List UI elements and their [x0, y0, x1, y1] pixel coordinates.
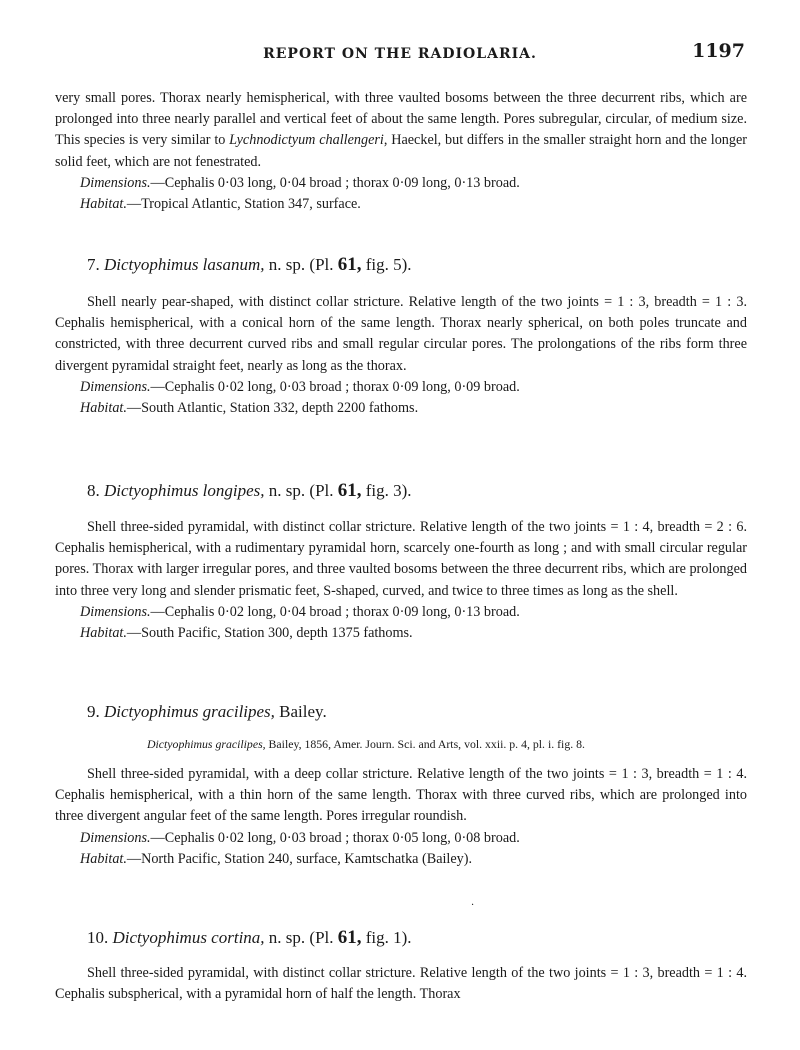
- species-heading: 9. Dictyophimus gracilipes, Bailey.: [87, 702, 327, 721]
- species-heading: 10. Dictyophimus cortina, n. sp. (Pl. 61, fig. 1).: [87, 927, 412, 948]
- running-title: REPORT ON THE RADIOLARIA.: [263, 46, 537, 62]
- species-description: Shell three-sided pyramidal, with distinct collar stricture. Relative length of the two joints = 1 : 3, breadth = 1 : 4. Cephalis subspherical, with a pyramidal horn of half the length. Thorax: [55, 965, 747, 1003]
- species-habitat: Habitat.—North Pacific, Station 240, surface, Kamtschatka (Bailey).: [80, 851, 473, 868]
- species-dimensions: Dimensions.—Cephalis 0·02 long, 0·04 broad ; thorax 0·09 long, 0·13 broad.: [80, 603, 520, 620]
- species-body-9: [55, 764, 747, 871]
- intro-habitat: Habitat.—Tropical Atlantic, Station 347, surface.: [80, 196, 361, 213]
- species-citation: Dictyophimus gracilipes, Bailey, 1856, Amer. Journ. Sci. and Arts, vol. xxii. p. 4, pl. i. fig. 8.: [147, 737, 585, 751]
- species-dimensions: Dimensions.—Cephalis 0·02 long, 0·03 broad ; thorax 0·05 long, 0·08 broad.: [80, 829, 520, 846]
- species-citation-9: [55, 737, 747, 752]
- species-entry-7: [55, 254, 747, 276]
- species-heading: 8. Dictyophimus longipes, n. sp. (Pl. 61, fig. 3).: [87, 480, 412, 501]
- species-body-7: [55, 292, 747, 420]
- species-body-8: [55, 517, 747, 645]
- species-description: Shell nearly pear-shaped, with distinct collar stricture. Relative length of the two joints = 1 : 3, breadth = 1 : 3. Cephalis hemispherical, with a conical horn of the same length. Thorax nearly spherical, on both poles truncate and constricted, with three decurrent curved ribs and small regular circular pores. The prolongations of the ribs form three divergent pyramidal straight feet, nearly as long as the thorax.: [55, 294, 747, 374]
- species-description: Shell three-sided pyramidal, with a deep collar stricture. Relative length of the two joints = 1 : 3, breadth = 1 : 4. Cephalis hemispherical, with a thin horn of the same length. Thorax with three curved ribs, which are prolonged into three divergent angular feet of the same length. Pores irregular roundish.: [55, 766, 747, 825]
- intro-paragraph: very small pores. Thorax nearly hemispherical, with three vaulted bosoms between the three decurrent ribs, which are prolonged into three nearly parallel and vertical feet of about the same length. Pores subregular, circular, of medium size. This species is very similar to Lychnodictyum challengeri, Haeckel, but differs in the smaller straight horn and the longer solid feet, which are not fenestrated.: [55, 90, 747, 170]
- species-description: Shell three-sided pyramidal, with distinct collar stricture. Relative length of the two joints = 1 : 4, breadth = 2 : 6. Cephalis hemispherical, with a rudimentary pyramidal horn, scarcely one-fourth as long ; and with small circular regular pores. Thorax with larger irregular pores, and three vaulted bosoms between the three decurrent ribs, which are prolonged into three very long and slender prismatic feet, S-shaped, curved, and twice to three times as long as the shell.: [55, 519, 747, 599]
- page-header: [55, 40, 745, 70]
- species-body-10: [55, 963, 747, 1005]
- intro-dimensions: Dimensions.—Cephalis 0·03 long, 0·04 broad ; thorax 0·09 long, 0·13 broad.: [80, 174, 520, 191]
- species-entry-8: [55, 480, 747, 502]
- species-heading: 7. Dictyophimus lasanum, n. sp. (Pl. 61, fig. 5).: [87, 254, 412, 275]
- page-number: 1197: [692, 40, 745, 62]
- species-habitat: Habitat.—South Pacific, Station 300, depth 1375 fathoms.: [80, 625, 413, 642]
- species-habitat: Habitat.—South Atlantic, Station 332, depth 2200 fathoms.: [80, 400, 419, 417]
- species-entry-10: [55, 927, 747, 949]
- species-entry-9: [55, 702, 747, 722]
- intro-section: [55, 88, 747, 216]
- species-dimensions: Dimensions.—Cephalis 0·02 long, 0·03 broad ; thorax 0·09 long, 0·09 broad.: [80, 378, 520, 395]
- stray-mark: ·: [471, 900, 475, 911]
